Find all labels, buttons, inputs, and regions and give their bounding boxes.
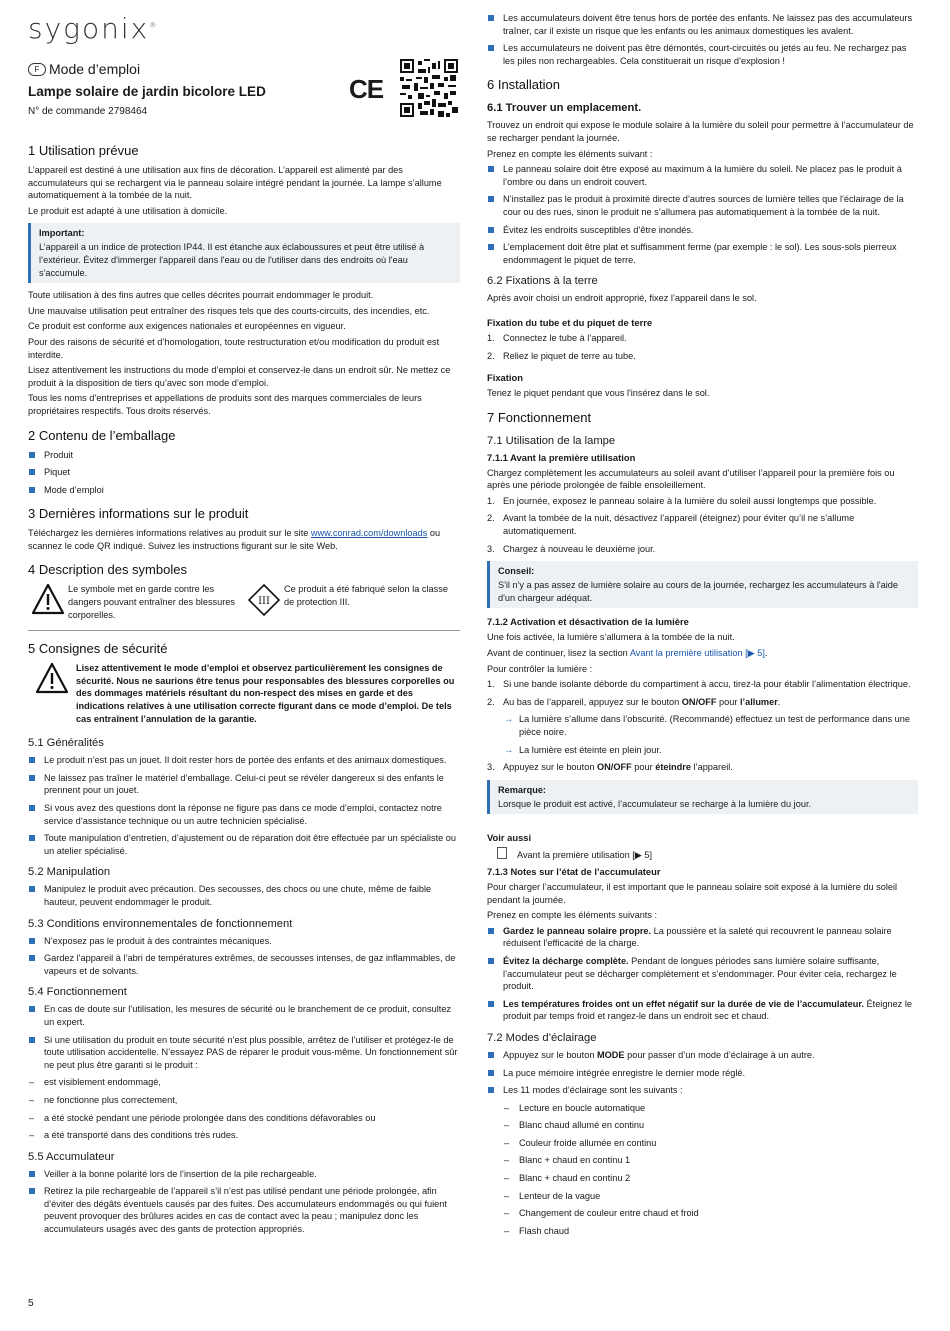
- list-item: Si une utilisation du produit en toute sécurité n’est plus possible, arrêtez de l’utiliser et protégez-le de toute utilisation accidentelle. N’essayez PAS de réparer le produit vous-même. Un fonctionnement sûr ne peut plus être garanti si le produit :: [28, 1034, 460, 1072]
- paragraph: Pour contrôler la lumière :: [487, 663, 593, 674]
- safety-warning-text: Lisez attentivement le mode d’emploi et observez particulièrement les consignes de sécurité. Nous ne saurions être tenus pour responsables des blessures corporelles ou des dommages matériels résultant du non-respect des mises en garde et des indications relatives à une utilisation correcte figurant dans ce mode d’emploi. De tels cas entraînent l’annulation de la garantie.: [76, 663, 455, 724]
- list-item: En cas de doute sur l’utilisation, les mesures de sécurité ou le branchement de ce produit, consultez un expert.: [28, 1003, 460, 1028]
- list-item: Les accumulateurs ne doivent pas être démontés, court-circuités ou jetés au feu. Ne rechargez pas les piles non rechargeables. Cela constituerait un risque d’explosion !: [487, 42, 918, 67]
- package-contents-list: [28, 449, 460, 497]
- list-item: Gardez l'appareil à l’abri de températures extrêmes, de secousses intenses, de gaz inflammables, de vapeurs et de solvants.: [28, 952, 460, 977]
- ce-mark-icon: CE: [349, 74, 384, 104]
- section-5-2-title: 5.2 Manipulation: [28, 866, 111, 879]
- section-6-1-title: 6.1 Trouver un emplacement.: [487, 102, 642, 115]
- section-5-1-title: 5.1 Généralités: [28, 737, 104, 750]
- list-item: Évitez les endroits susceptibles d’être inondés.: [487, 224, 918, 237]
- lighting-mode-list: [487, 1049, 918, 1097]
- section-7-1-1-title: 7.1.1 Avant la première utilisation: [487, 451, 636, 463]
- symbol-class3: [244, 583, 460, 624]
- symbol-warning-text: Le symbole met en garde contre les dangers pouvant entraîner des blessures corporelles.: [68, 584, 236, 620]
- list-item: Produit: [28, 449, 460, 462]
- paragraph: Avant de continuer, lisez la section Avant la première utilisation [▶ 5].: [487, 648, 768, 659]
- list-item: Veiller à la bonne polarité lors de l’insertion de la pile rechargeable.: [28, 1168, 460, 1181]
- result-list: [487, 713, 918, 756]
- download-info: Téléchargez les dernières informations relatives au produit sur le site www.conrad.com/downloads ou scannez le code QR indiqué. Suivez les instructions figurant sur le site Web.: [28, 528, 441, 551]
- right-column: [487, 12, 918, 1242]
- list-item: → La lumière est éteinte en plein jour.: [504, 744, 662, 755]
- paragraph: Lisez attentivement les instructions du mode d’emploi et conservez-le dans un endroit sûr. Ne mettez ce produit à la disposition de tiers qu’avec son mode d’emploi.: [28, 365, 451, 388]
- list-item: Les 11 modes d’éclairage sont les suivants :: [487, 1084, 918, 1097]
- svg-text:III: III: [258, 596, 270, 608]
- list-item: 1. Connectez le tube à l’appareil.: [487, 332, 627, 343]
- page-number: 5: [28, 1298, 34, 1309]
- list-item: – Flash chaud: [503, 1225, 918, 1238]
- product-title: Lampe solaire de jardin bicolore LED: [28, 84, 266, 99]
- left-column: [28, 133, 460, 1241]
- order-number: N° de commande 2798464: [28, 106, 148, 117]
- paragraph: Prenez en compte les éléments suivants :: [487, 910, 658, 921]
- section-7-title: 7 Fonctionnement: [487, 409, 592, 425]
- list-item: Gardez le panneau solaire propre. La poussière et la saleté qui recouvrent le panneau solaire réduisent l’efficacité de la charge.: [487, 925, 918, 950]
- list-item: Piquet: [28, 466, 460, 479]
- list-item: – a été transporté dans des conditions très rudes.: [28, 1129, 460, 1142]
- arrow-right-icon: →: [504, 744, 514, 755]
- paragraph: Une mauvaise utilisation peut entraîner des risques tels que des courts-circuits, des incendies, etc.: [28, 305, 430, 316]
- list-item: La puce mémoire intégrée enregistre le dernier mode réglé.: [487, 1067, 918, 1080]
- paragraph: Toute utilisation à des fins autres que celles décrites pourrait endommager le produit.: [28, 290, 374, 301]
- list-item: → La lumière s’allume dans l’obscurité. (Recommandé) effectuez un test de performance dans une pièce noire.: [504, 714, 911, 737]
- cross-reference-link[interactable]: Avant la première utilisation [▶ 5]: [629, 648, 765, 659]
- paragraph: Une fois activée, la lumière s’allumera à la tombée de la nuit.: [487, 632, 735, 643]
- paragraph: Pour des raisons de sécurité et d’homologation, toute restructuration et/ou modification du produit est interdite.: [28, 336, 440, 360]
- qr-code-icon[interactable]: [400, 59, 458, 117]
- list-item: – Blanc + chaud en continu 1: [503, 1154, 918, 1167]
- paragraph: Tous les noms d’entreprises et appellations de produits sont des marques commerciales de leurs propriétaires respectifs. Tous droits réservés.: [28, 393, 422, 416]
- environment-list: [28, 935, 460, 978]
- paragraph: Prenez en compte les éléments suivant :: [487, 148, 653, 159]
- arrow-right-icon: →: [504, 714, 514, 725]
- language-flag-icon: F: [28, 63, 46, 76]
- list-item: Si vous avez des questions dont la réponse ne figure pas dans ce mode d’emploi, contactez notre service d’assistance technique ou un autre technicien spécialisé.: [28, 802, 460, 827]
- list-item: Mode d’emploi: [28, 484, 460, 497]
- warning-triangle-icon: [28, 583, 68, 615]
- section-7-1-2-title: 7.1.2 Activation et désactivation de la lumière: [487, 616, 689, 628]
- paragraph: Ce produit est conforme aux exigences nationales et européennes en vigueur.: [28, 321, 346, 332]
- location-list: [487, 163, 918, 266]
- section-1-title: 1 Utilisation prévue: [28, 143, 139, 158]
- list-item: Manipulez le produit avec précaution. Des secousses, des chocs ou une chute, même de faible hauteur, peuvent endommager le produit.: [28, 883, 460, 908]
- symbols-row: [28, 583, 460, 624]
- section-6-title: 6 Installation: [487, 77, 560, 93]
- section-6-2-title: 6.2 Fixations à la terre: [487, 275, 598, 288]
- battery-list-continued: [487, 12, 918, 67]
- tip-box: [487, 561, 918, 608]
- warning-triangle-icon: [28, 662, 76, 694]
- download-link[interactable]: www.conrad.com/downloads: [310, 528, 428, 539]
- list-item: – Changement de couleur entre chaud et froid: [503, 1207, 918, 1220]
- list-item: 3. Chargez à nouveau le deuxième jour.: [487, 543, 656, 554]
- paragraph: Pour charger l’accumulateur, il est important que le panneau solaire soit exposé à la lumière du soleil pendant la journée.: [487, 881, 898, 905]
- list-item: – ne fonctionne plus correctement,: [28, 1094, 460, 1107]
- list-item: Les températures froides ont un effet négatif sur la durée de vie de l’accumulateur. Éteignez le produit par temps froid et rangez-le dans un endroit sec et chaud.: [487, 998, 918, 1023]
- document-icon: [497, 847, 507, 859]
- list-item: 3. Appuyez sur le bouton ON/OFF pour éteindre l’appareil.: [487, 762, 733, 773]
- note-text: Lorsque le produit est activé, l’accumulateur se recharge à la lumière du jour.: [498, 798, 812, 809]
- section-7-1-3-title: 7.1.3 Notes sur l’état de l’accumulateur: [487, 865, 661, 877]
- list-item: Toute manipulation d’entretien, d’ajustement ou de réparation doit être effectuée par un spécialiste ou un atelier spécialisé.: [28, 832, 460, 857]
- list-item: – a été stocké pendant une période prolongée dans des conditions défavorables ou: [28, 1112, 460, 1125]
- see-also-title: Voir aussi: [487, 832, 532, 844]
- section-5-title: 5 Consignes de sécurité: [28, 641, 168, 657]
- paragraph: Chargez complètement les accumulateurs au soleil avant d’utiliser l’appareil pour la première fois ou après une période prolongée de faible ensoleillement.: [487, 467, 895, 491]
- tip-title: Conseil:: [498, 566, 535, 577]
- section-7-1-title: 7.1 Utilisation de la lampe: [487, 434, 616, 447]
- symbol-class3-text: Ce produit a été fabriqué selon la classe de protection III.: [284, 584, 448, 608]
- important-text: L’appareil a un indice de protection IP44. Il est étanche aux éclaboussures et peut être utilisé à l’extérieur. Évitez d'immerger l'appareil dans l'eau ou de l'utiliser dans des endroits où l'eau s'accumule.: [39, 242, 425, 278]
- list-item: Le produit n’est pas un jouet. Il doit rester hors de portée des enfants et des animaux domestiques.: [28, 754, 460, 767]
- fixation-title: Fixation: [487, 372, 523, 384]
- fixation-tube-title: Fixation du tube et du piquet de terre: [487, 316, 653, 328]
- paragraph: Tenez le piquet pendant que vous l'insérez dans le sol.: [487, 388, 710, 399]
- section-2-title: 2 Contenu de l’emballage: [28, 427, 176, 443]
- light-control-steps: [487, 678, 918, 708]
- battery-list: [28, 1168, 460, 1236]
- safety-warning: [28, 662, 460, 728]
- list-item: – Couleur froide allumée en continu: [503, 1137, 918, 1150]
- modes-list: [487, 1102, 918, 1238]
- paragraph: Après avoir choisi un endroit approprié, fixez l’appareil dans le sol.: [487, 293, 757, 304]
- list-item: L’emplacement doit être plat et suffisamment ferme (par exemple : le sol). Les sous-sols pierreux endommagent le piquet de terre.: [487, 241, 918, 266]
- condition-list: [28, 1076, 460, 1141]
- list-item: Évitez la décharge complète. Pendant de longues périodes sans lumière solaire suffisante, l’accumulateur peut se décharger complètement et s’endommager. Pour éviter cela, rechargez le produit.: [487, 955, 918, 993]
- fixation-steps: [487, 332, 918, 362]
- important-box: [28, 223, 460, 283]
- paragraph: L’appareil est destiné à une utilisation aux fins de décoration. L’appareil est alimenté par des accumulateurs qui se rechargent via le panneau solaire intégré pendant la journée. La lampe s’allume automatiquement à la tombée de la nuit.: [28, 165, 442, 201]
- list-item: 2. Avant la tombée de la nuit, désactivez l’appareil (éteignez) pour éviter qu’il ne s’allume automatiquement.: [487, 513, 855, 537]
- first-use-steps: [487, 495, 918, 555]
- list-item: – Lecture en boucle automatique: [503, 1102, 918, 1115]
- section-4-title: 4 Description des symboles: [28, 562, 187, 578]
- section-7-2-title: 7.2 Modes d’éclairage: [487, 1031, 597, 1044]
- operation-list: [28, 1003, 460, 1071]
- list-item: – Blanc chaud allumé en continu: [503, 1119, 918, 1132]
- note-box: [487, 780, 918, 815]
- protection-class-3-icon: [244, 583, 284, 617]
- light-control-steps-continued: [487, 761, 918, 774]
- manual-type: F Mode d’emploi: [28, 61, 140, 77]
- section-5-3-title: 5.3 Conditions environnementales de fonctionnement: [28, 917, 293, 930]
- symbol-warning: [28, 583, 244, 624]
- paragraph: Le produit est adapté à une utilisation à domicile.: [28, 205, 228, 216]
- battery-notes-list: [487, 925, 918, 1023]
- note-title: Remarque:: [498, 784, 546, 795]
- list-item: – est visiblement endommagé,: [28, 1076, 460, 1089]
- list-item: 2. Reliez le piquet de terre au tube.: [487, 350, 636, 361]
- tip-text: S'il n'y a pas assez de lumière solaire au cours de la journée, rechargez les accumulateurs à l'aide d'un chargeur adéquat.: [498, 580, 899, 603]
- list-item: 1. Si une bande isolante déborde du compartiment à accu, tirez-la pour établir l’alimentation électrique.: [487, 679, 911, 690]
- list-item: Les accumulateurs doivent être tenus hors de portée des enfants. Ne laissez pas des accumulateurs traîner, car il existe un risque que les enfants ou les animaux domestiques les avalent.: [487, 12, 918, 37]
- section-3-title: 3 Dernières informations sur le produit: [28, 506, 249, 522]
- list-item: Appuyez sur le bouton MODE pour passer d’un mode d’éclairage à un autre.: [487, 1049, 918, 1062]
- divider: [28, 630, 460, 631]
- list-item: N’installez pas le produit à proximité directe d’autres sources de lumière telles que l'éclairage de la cour ou des rues, sinon le produit ne s’allumera pas automatiquement à la tombée de la nuit.: [487, 193, 918, 218]
- paragraph: Trouvez un endroit qui expose le module solaire à la lumière du soleil pour permettre à l’accumulateur de se recharger pendant la journée.: [487, 120, 914, 143]
- general-list: [28, 754, 460, 857]
- important-title: Important:: [39, 228, 85, 239]
- list-item: Le panneau solaire doit être exposé au maximum à la lumière du soleil. Ne placez pas le produit à l’ombre ou dans un endroit couvert.: [487, 163, 918, 188]
- list-item: N’exposez pas le produit à des contraintes mécaniques.: [28, 935, 460, 948]
- section-5-4-title: 5.4 Fonctionnement: [28, 986, 127, 999]
- list-item: Ne laissez pas traîner le matériel d’emballage. Celui-ci peut se révéler dangereux si des enfants le prennent pour un jouet.: [28, 772, 460, 797]
- brand-logo: sygonix®: [28, 12, 159, 45]
- list-item: 2. Au bas de l’appareil, appuyez sur le bouton ON/OFF pour l’allumer.: [487, 696, 781, 707]
- list-item: 1. En journée, exposez le panneau solaire à la lumière du soleil aussi longtemps que possible.: [487, 495, 877, 506]
- list-item: Retirez la pile rechargeable de l’appareil s’il n’est pas utilisé pendant une période prolongée, afin d’éviter des dégâts éventuels causés par des fuites. Des accumulateurs endommagés ou qui fuient peuvent provoquer des brûlures acides en cas de contact avec la peau ; manipulez donc les accumulateurs usagés avec des gants de protection appropriés.: [28, 1185, 460, 1235]
- section-5-5-title: 5.5 Accumulateur: [28, 1150, 115, 1163]
- handling-list: [28, 883, 460, 908]
- list-item: – Lenteur de la vague: [503, 1190, 918, 1203]
- see-also-item[interactable]: Avant la première utilisation [▶ 5]: [487, 847, 918, 862]
- list-item: – Blanc + chaud en continu 2: [503, 1172, 918, 1185]
